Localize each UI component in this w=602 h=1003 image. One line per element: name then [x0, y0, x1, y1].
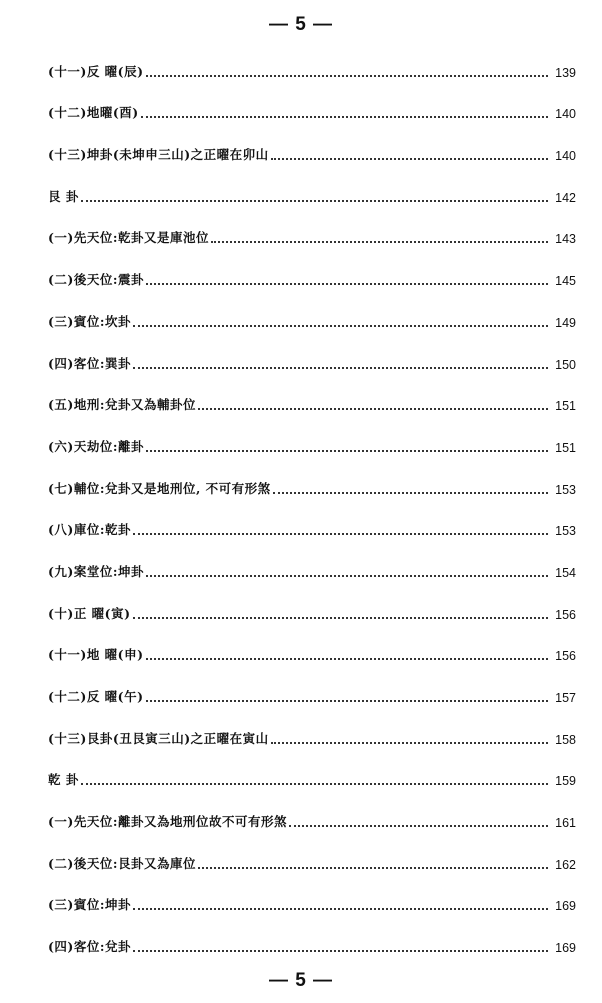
toc-entry-page: 161 — [555, 816, 576, 831]
toc-entry-title: (一)先天位:離卦又為地刑位故不可有形煞 — [48, 814, 287, 830]
toc-entry[interactable] — [48, 507, 576, 549]
toc-entry-page: 162 — [555, 857, 576, 872]
dot-leader — [289, 825, 548, 827]
toc-entry-page: 159 — [555, 774, 576, 789]
toc-entry-title: (十三)艮卦(丑艮寅三山)之正曜在寅山 — [48, 730, 269, 746]
toc-entry[interactable] — [48, 882, 576, 924]
toc-entry[interactable] — [48, 840, 576, 882]
toc-entry-title: (十二)地曜(酉) — [48, 105, 139, 121]
toc-entry-page: 156 — [555, 649, 576, 664]
toc-entry-title: (三)賓位:坎卦 — [48, 313, 131, 329]
dot-leader — [146, 700, 548, 702]
toc-entry-title: (二)後天位:震卦 — [48, 272, 144, 288]
toc-entry[interactable] — [48, 48, 576, 90]
toc-entry[interactable] — [48, 798, 576, 840]
toc-entry-page: 157 — [555, 691, 576, 705]
toc-entry[interactable] — [48, 423, 576, 465]
toc-entry-page: 154 — [555, 565, 576, 580]
toc-entry-title: (四)客位:兌卦 — [48, 939, 131, 955]
page-number-bottom: — 5 — — [268, 970, 334, 991]
toc-entry-page: 156 — [555, 607, 576, 622]
toc-entry-title: (一)先天位:乾卦又是庫池位 — [48, 230, 209, 246]
toc-entry-title: (十一)地 曜(申) — [48, 647, 144, 663]
dot-leader — [198, 408, 548, 410]
toc-entry-page: 151 — [555, 399, 576, 414]
toc-entry-page: 158 — [555, 732, 576, 747]
toc-entry-title: (十二)反 曜(午) — [48, 689, 144, 704]
toc-entry[interactable] — [48, 90, 576, 132]
page-number-top: — 5 — — [268, 14, 334, 35]
dot-leader — [271, 158, 548, 160]
dot-leader — [141, 116, 548, 118]
toc-entry-title: (二)後天位:艮卦又為庫位 — [48, 855, 196, 871]
toc-entry[interactable] — [48, 215, 576, 257]
dot-leader — [271, 742, 548, 744]
dot-leader — [81, 200, 548, 202]
toc-entry-page: 151 — [555, 440, 576, 455]
dot-leader — [198, 867, 548, 869]
toc-entry-page: 140 — [555, 107, 576, 122]
toc-entry[interactable] — [48, 340, 576, 382]
toc-entry-page: 150 — [555, 357, 576, 372]
toc-entry-page: 169 — [555, 941, 576, 956]
dot-leader — [133, 617, 548, 619]
dot-leader — [133, 367, 548, 369]
table-of-contents — [48, 48, 576, 965]
toc-entry[interactable] — [48, 757, 576, 799]
toc-entry[interactable] — [48, 298, 576, 340]
toc-entry[interactable] — [48, 923, 576, 965]
toc-entry-page: 143 — [555, 232, 576, 247]
dot-leader — [146, 283, 548, 285]
toc-entry-title: 乾 卦 — [48, 772, 79, 788]
toc-entry[interactable] — [48, 131, 576, 173]
toc-entry[interactable] — [48, 715, 576, 757]
toc-entry[interactable] — [48, 256, 576, 298]
dot-leader — [146, 575, 548, 577]
dot-leader — [133, 908, 548, 910]
toc-entry-page: 153 — [555, 482, 576, 497]
dot-leader — [146, 75, 548, 77]
toc-entry-page: 169 — [555, 899, 576, 914]
toc-entry-page: 140 — [555, 149, 576, 164]
toc-entry-title: (八)庫位:乾卦 — [48, 522, 131, 538]
toc-entry[interactable] — [48, 382, 576, 424]
dot-leader — [273, 492, 548, 494]
toc-entry-page: 145 — [555, 274, 576, 289]
toc-entry-title: (十)正 曜(寅) — [48, 605, 131, 621]
dot-leader — [133, 950, 548, 952]
toc-entry-title: (三)賓位:坤卦 — [48, 897, 131, 913]
dot-leader — [133, 325, 548, 327]
toc-entry[interactable] — [48, 173, 576, 215]
toc-entry[interactable] — [48, 673, 576, 715]
toc-entry-title: (六)天劫位:離卦 — [48, 438, 144, 454]
toc-entry-page: 153 — [555, 524, 576, 539]
dot-leader — [81, 783, 548, 785]
toc-entry-title: (四)客位:巽卦 — [48, 355, 131, 371]
toc-entry-page: 139 — [555, 65, 576, 80]
toc-entry[interactable] — [48, 590, 576, 632]
toc-entry[interactable] — [48, 632, 576, 674]
toc-entry-title: 艮 卦 — [48, 188, 79, 204]
toc-entry[interactable] — [48, 548, 576, 590]
toc-entry-title: (五)地刑:兌卦又為輔卦位 — [48, 397, 196, 413]
toc-entry-page: 142 — [555, 190, 576, 205]
dot-leader — [211, 241, 548, 243]
toc-entry-title: (十一)反 曜(辰) — [48, 63, 144, 79]
dot-leader — [146, 658, 548, 660]
toc-entry-title: (七)輔位:兌卦又是地刑位, 不可有形煞 — [48, 480, 271, 496]
toc-entry-page: 149 — [555, 315, 576, 330]
dot-leader — [133, 533, 548, 535]
toc-entry[interactable] — [48, 465, 576, 507]
toc-entry-title: (九)案堂位:坤卦 — [48, 563, 144, 579]
dot-leader — [146, 450, 548, 452]
toc-entry-title: (十三)坤卦(未坤申三山)之正曜在卯山 — [48, 147, 269, 163]
